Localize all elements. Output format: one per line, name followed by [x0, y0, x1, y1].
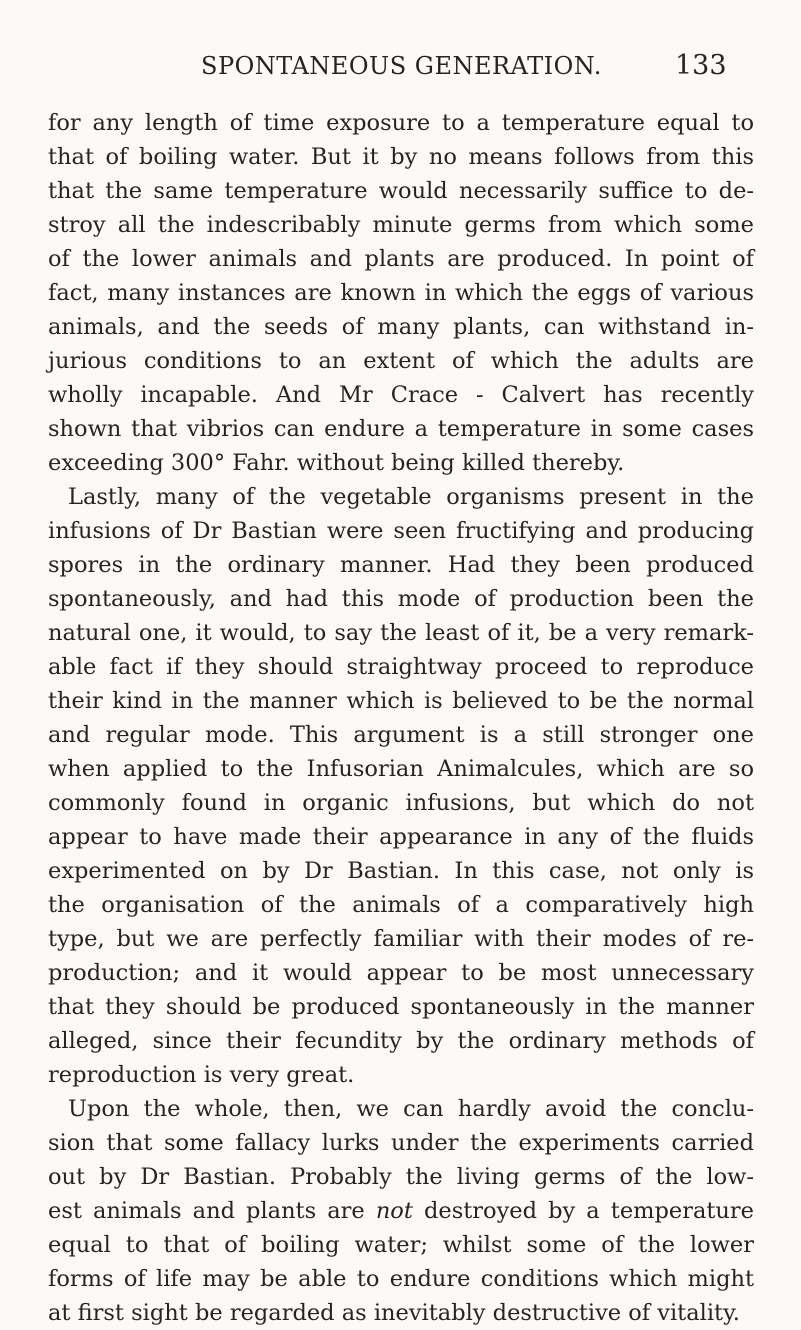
text-line: of the lower animals and plants are produced. In point of: [48, 246, 754, 272]
text-line: their kind in the manner which is believed to be the normal: [48, 688, 754, 714]
text-line-paragraph-start: Upon the whole, then, we can hardly avoid the conclu-: [68, 1096, 754, 1122]
text-line: able fact if they should straightway proceed to reproduce: [48, 654, 754, 680]
text-line: sion that some fallacy lurks under the experiments carried: [48, 1130, 754, 1156]
text-line: that the same temperature would necessarily suffice to de-: [48, 178, 754, 204]
text-line: spores in the ordinary manner. Had they been produced: [48, 552, 754, 578]
text-line: fact, many instances are known in which the eggs of various: [48, 280, 754, 306]
text-line: jurious conditions to an extent of which the adults are: [48, 348, 754, 374]
text-line: spontaneously, and had this mode of production been the: [48, 586, 754, 612]
text-line: that of boiling water. But it by no means follows from this: [48, 144, 754, 170]
text-line: production; and it would appear to be most unnecessary: [48, 960, 754, 986]
text-line: that they should be produced spontaneously in the manner: [48, 994, 754, 1020]
text-line-paragraph-end: at first sight be regarded as inevitably destructive of vitality.: [48, 1300, 740, 1326]
text-line: appear to have made their appearance in any of the fluids: [48, 824, 754, 850]
text-line: shown that vibrios can endure a temperature in some cases: [48, 416, 754, 442]
page-header: [0, 52, 801, 92]
text-line: experimented on by Dr Bastian. In this case, not only is: [48, 858, 754, 884]
line-segment: destroyed by a temperature: [412, 1198, 754, 1224]
text-line: out by Dr Bastian. Probably the living germs of the low-: [48, 1164, 754, 1190]
text-line-paragraph-start: Lastly, many of the vegetable organisms present in the: [68, 484, 754, 510]
text-line: type, but we are perfectly familiar with their modes of re-: [48, 926, 754, 952]
text-line: the organisation of the animals of a comparatively high: [48, 892, 754, 918]
text-line: animals, and the seeds of many plants, can withstand in-: [48, 314, 754, 340]
text-line: for any length of time exposure to a temperature equal to: [48, 110, 754, 136]
text-line: commonly found in organic infusions, but which do not: [48, 790, 754, 816]
text-line: forms of life may be able to endure conditions which might: [48, 1266, 754, 1292]
text-line: when applied to the Infusorian Animalcules, which are so: [48, 756, 754, 782]
emphasized-word: not: [375, 1198, 413, 1224]
text-line: and regular mode. This argument is a still stronger one: [48, 722, 754, 748]
body-text: [48, 106, 754, 1330]
running-head: SPONTANEOUS GENERATION.: [201, 52, 602, 80]
text-line: equal to that of boiling water; whilst some of the lower: [48, 1232, 754, 1258]
text-line: stroy all the indescribably minute germs from which some: [48, 212, 754, 238]
text-line-paragraph-end: exceeding 300° Fahr. without being killed thereby.: [48, 450, 625, 476]
text-line: alleged, since their fecundity by the ordinary methods of: [48, 1028, 754, 1054]
text-line: natural one, it would, to say the least of it, be a very remark-: [48, 620, 754, 646]
line-segment: est animals and plants are: [48, 1198, 376, 1224]
page-number: 133: [675, 50, 727, 81]
text-line: infusions of Dr Bastian were seen fructifying and producing: [48, 518, 754, 544]
text-line-with-emphasis: [48, 1194, 754, 1228]
text-line: wholly incapable. And Mr Crace - Calvert has recently: [48, 382, 754, 408]
text-line-paragraph-end: reproduction is very great.: [48, 1062, 355, 1088]
